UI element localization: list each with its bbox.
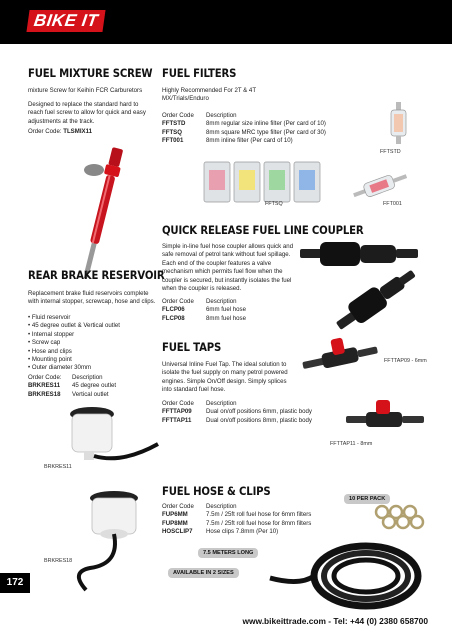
tap-09-label: FFTTAP09 - 6mm bbox=[384, 358, 427, 364]
filters-table: Order Code Description FFTSTD 8mm regular size inline filter (Per card of 10) FFTSQ 8mm square MRC type filter (Per card of 30) FFT001 8mm inline filter (Per card of 10) bbox=[162, 112, 326, 145]
reservoir-11-image bbox=[62, 404, 162, 466]
filters-title: FUEL FILTERS bbox=[162, 66, 237, 80]
badge-10-per-pack: 10 PER PACK bbox=[344, 494, 390, 504]
tap-11-image bbox=[346, 398, 426, 440]
brand-logo[interactable]: BIKE IT bbox=[26, 10, 105, 32]
footer-contact[interactable]: www.bikeittrade.com - Tel: +44 (0) 2380 658700 bbox=[242, 616, 428, 626]
coupler-table: Order Code Description FLCP06 6mm fuel hose FLCP08 8mm fuel hose bbox=[162, 298, 246, 322]
taps-table: Order Code Description FFTTAP09 Dual on/off positions 6mm, plastic body FFTTAP11 Dual on/off positions 8mm, plastic body bbox=[162, 400, 312, 424]
coupler-image-top bbox=[300, 236, 430, 272]
reservoir-table: Order Code: Description BRKRES11 45 degree outlet BRKRES18 Vertical outlet bbox=[28, 374, 117, 398]
filters-intro: Highly Recommended For 2T & 4T MX/Trials/Enduro bbox=[162, 87, 256, 103]
page-number: 172 bbox=[0, 573, 30, 593]
tap-09-image bbox=[302, 336, 380, 378]
reservoir-intro: Replacement brake fluid reservoirs complete with internal stopper, screwcap, hose and clips. bbox=[28, 290, 156, 306]
taps-body: Universal Inline Fuel Tap. The ideal solution to isolate the fuel supply on many petrol powered engines. Simple On/Off design. Simply splices into standard fuel hose. bbox=[162, 361, 288, 394]
tap-11-label: FFTTAP11 - 8mm bbox=[330, 441, 373, 447]
hose-title: FUEL HOSE & CLIPS bbox=[162, 484, 271, 498]
filter-std-label: FFTSTD bbox=[380, 149, 401, 155]
mixture-order-code: TLSMIX11 bbox=[63, 128, 93, 135]
hose-clips-image bbox=[372, 504, 432, 530]
reservoir-11-label: BRKRES11 bbox=[44, 464, 72, 470]
mixture-screw-image bbox=[60, 144, 140, 284]
filter-001-label: FFT001 bbox=[383, 201, 402, 207]
badge-available-2-sizes: AVAILABLE IN 2 SIZES bbox=[168, 568, 239, 578]
mixture-order-label: Order Code: bbox=[28, 128, 62, 135]
filter-square-label: FFTSQ bbox=[265, 201, 283, 207]
hose-roll-image bbox=[300, 536, 420, 612]
reservoir-title: REAR BRAKE RESERVOIR bbox=[28, 268, 165, 282]
header-bar bbox=[0, 0, 452, 44]
taps-title: FUEL TAPS bbox=[162, 340, 222, 354]
reservoir-bullets: • Fluid reservoir • 45 degree outlet & Vertical outlet • Internal stopper • Screw cap • Hose and clips • Mounting point • Outer diameter 30mm bbox=[28, 314, 120, 372]
mixture-order bbox=[28, 128, 92, 136]
coupler-body: Simple in-line fuel hose coupler allows quick and safe removal of petrol tank without fuel spillage. Each end of the coupler features a valve mechanism which permits fuel flow when the coupler is secured, but instantly isolates the fuel when the coupler is released. bbox=[162, 243, 294, 293]
filter-std-image bbox=[384, 102, 414, 146]
coupler-title: QUICK RELEASE FUEL LINE COUPLER bbox=[162, 223, 364, 237]
badge-7-5-meters: 7.5 METERS LONG bbox=[198, 548, 258, 558]
mixture-desc: Designed to replace the standard hard to reach fuel screw to allow for quick and easy adjustments at the track. bbox=[28, 101, 146, 125]
mixture-line1: mixture Screw for Keihin FCR Carburetors bbox=[28, 87, 143, 94]
filter-001-image bbox=[352, 174, 412, 196]
mixture-title: FUEL MIXTURE SCREW bbox=[28, 66, 153, 80]
reservoir-18-label: BRKRES18 bbox=[44, 558, 73, 564]
reservoir-18-image bbox=[80, 472, 152, 598]
coupler-image-bottom bbox=[330, 272, 420, 328]
hose-table: Order Code Description FUP6MM 7.5m / 25ft roll fuel hose for 6mm filters FUP8MM 7.5m / 25ft roll fuel hose for 8mm filters HOSCLIP7 Hose clips 7.8mm (Per 10) bbox=[162, 503, 312, 536]
